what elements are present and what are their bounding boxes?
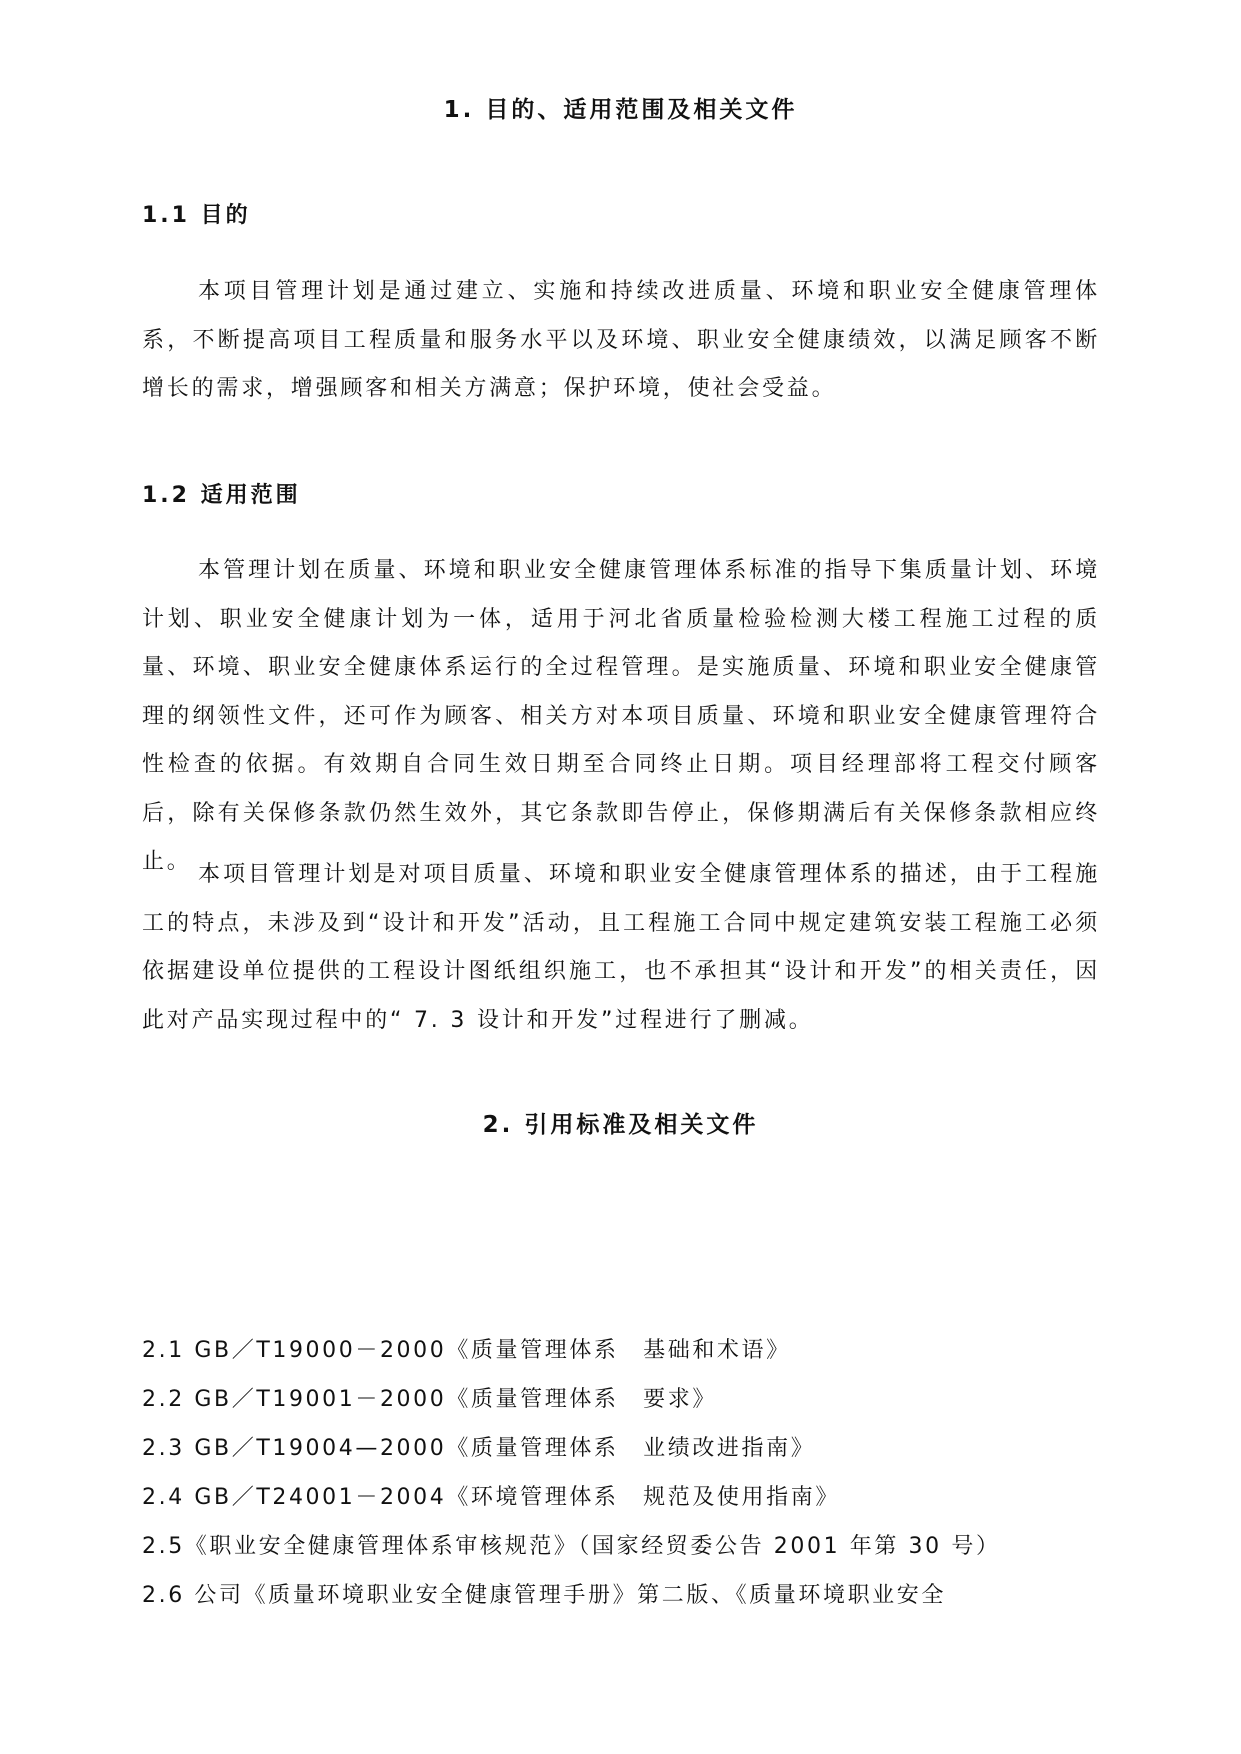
reference-item: 2.3 GB／T19004—2000《质量管理体系 业绩改进指南》 — [142, 1436, 816, 1461]
section-1-2-paragraph-2: 本项目管理计划是对项目质量、环境和职业安全健康管理体系的描述，由于工程施工的特点，未涉及到“设计和开发”活动，且工程施工合同中规定建筑安装工程施工必须依据建设单位提供的工程设计图纸组织施工，也不承担其“设计和开发”的相关责任，因此对产品实现过程中的“ 7. 3 设计和开发”过程进行了删减。 — [142, 862, 1100, 1033]
section-1-2-paragraph-1: 本管理计划在质量、环境和职业安全健康管理体系标准的指导下集质量计划、环境计划、职业安全健康计划为一体，适用于河北省质量检验检测大楼工程施工过程的质量、环境、职业安全健康体系运行的全过程管理。是实施质量、环境和职业安全健康管理的纲领性文件，还可作为顾客、相关方对本项目质量、环境和职业安全健康管理符合性检查的依据。有效期自合同生效日期至合同终止日期。项目经理部将工程交付顾客后，除有关保修条款仍然生效外，其它条款即告停止，保修期满后有关保修条款相应终止。 — [142, 558, 1100, 874]
section-1-title: 1. 目的、适用范围及相关文件 — [443, 97, 798, 123]
reference-item: 2.5《职业安全健康管理体系审核规范》（国家经贸委公告 2001 年第 30 号） — [142, 1534, 1001, 1559]
section-1-1-paragraph: 本项目管理计划是通过建立、实施和持续改进质量、环境和职业安全健康管理体系，不断提高项目工程质量和服务水平以及环境、职业安全健康绩效，以满足顾客不断增长的需求，增强顾客和相关方满意；保护环境，使社会受益。 — [142, 279, 1100, 401]
reference-list — [142, 1326, 1107, 1620]
section-2-title: 2. 引用标准及相关文件 — [482, 1112, 759, 1138]
section-1-2-heading: 1.2 适用范围 — [142, 483, 301, 508]
reference-item: 2.2 GB／T19001－2000《质量管理体系 要求》 — [142, 1387, 717, 1412]
reference-item: 2.4 GB／T24001－2004《环境管理体系 规范及使用指南》 — [142, 1485, 840, 1510]
reference-item: 2.6 公司《质量环境职业安全健康管理手册》第二版、《质量环境职业安全 — [142, 1583, 946, 1608]
section-1-1-heading: 1.1 目的 — [142, 203, 251, 228]
reference-item: 2.1 GB／T19000－2000《质量管理体系 基础和术语》 — [142, 1338, 791, 1363]
